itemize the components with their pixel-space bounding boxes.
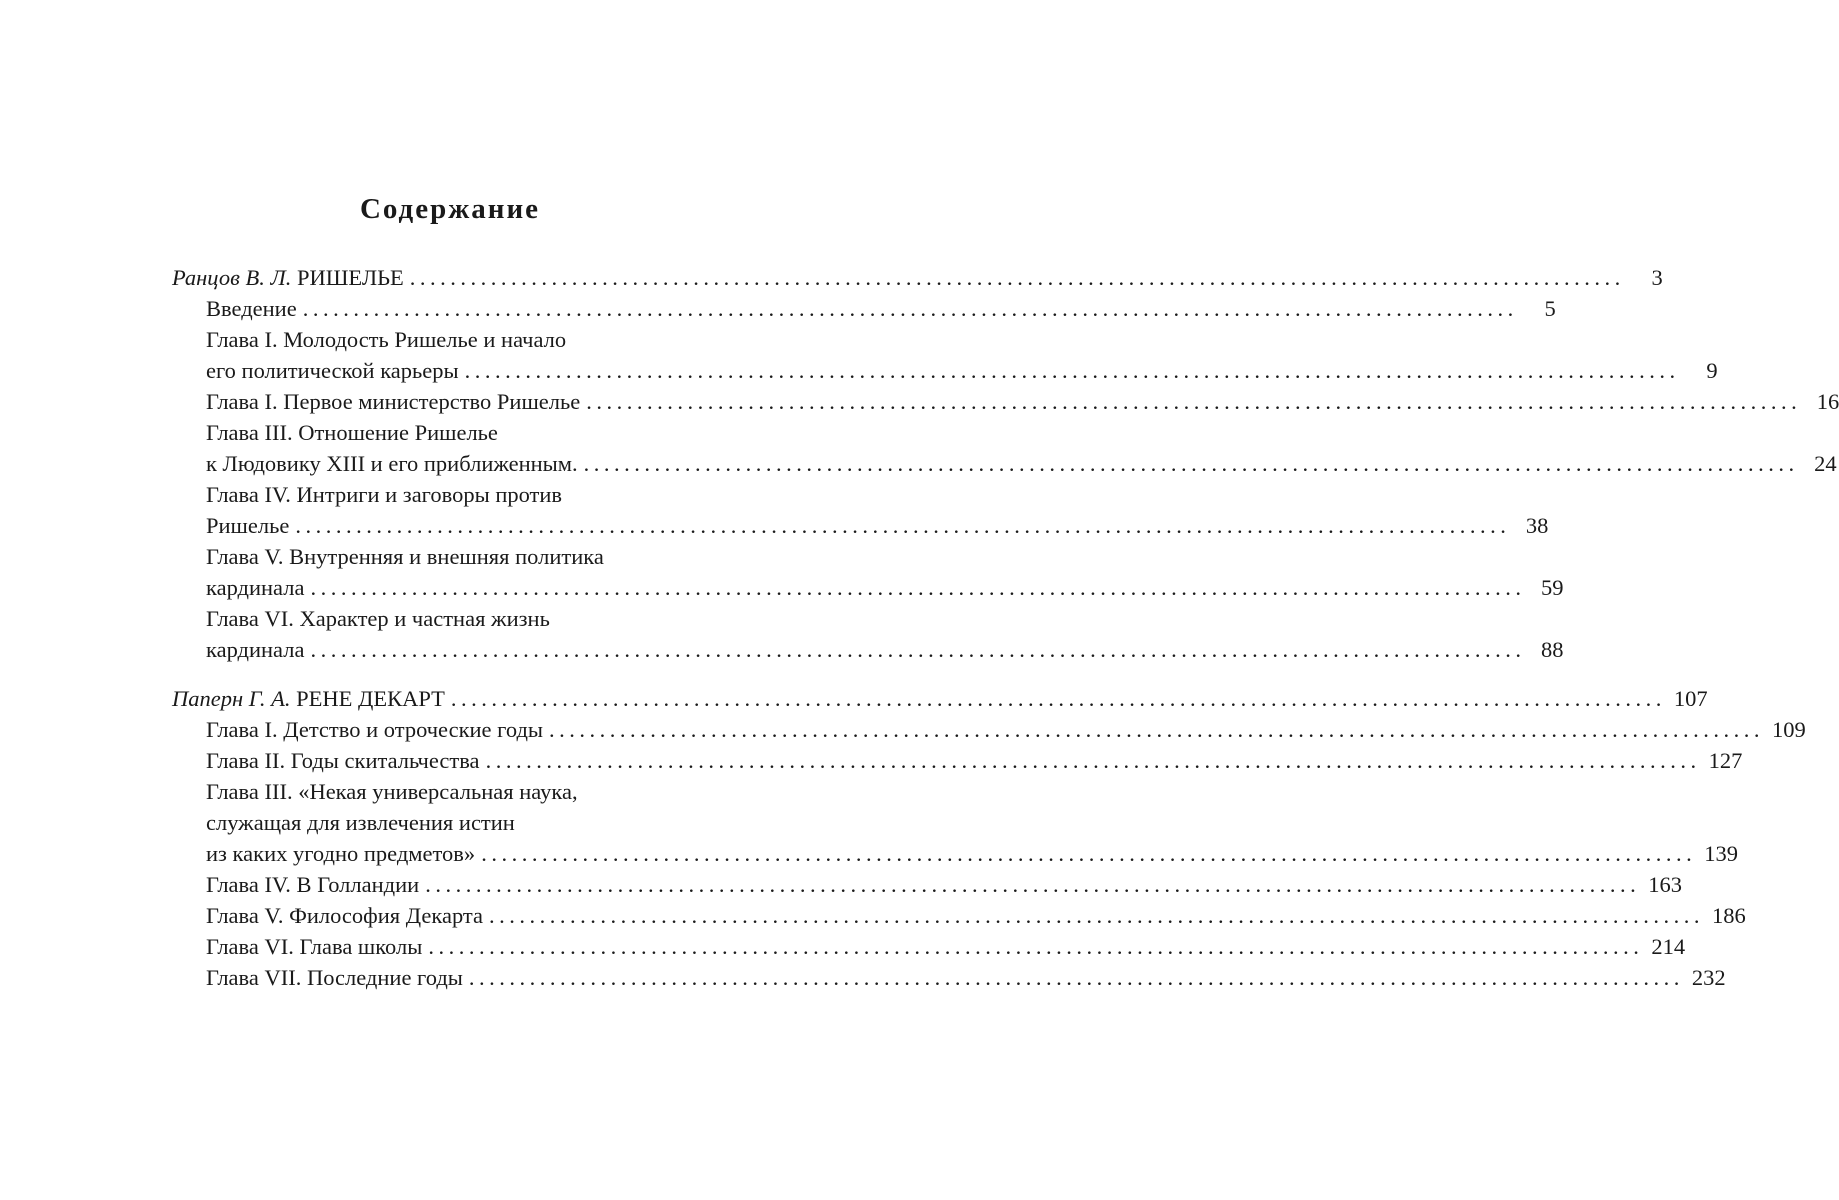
chapter-title: Глава I. Первое министерство Ришелье: [206, 389, 581, 414]
toc-entry-text: [206, 448, 584, 479]
toc-entry-text: [206, 293, 303, 324]
chapter-title: Глава V. Внутренняя и внешняя политика: [206, 544, 604, 569]
dot-leader: ........................................................................................................................: [481, 841, 1697, 866]
author-name: Ранцов В. Л.: [172, 265, 292, 290]
toc-entry: [172, 900, 1746, 931]
chapter-title: к Людовику XIII и его приближенным.: [206, 451, 578, 476]
toc-entry: [172, 355, 1718, 386]
chapter-title: кардинала: [206, 575, 305, 600]
toc-entry-text: [172, 683, 451, 714]
toc-entry-text: [206, 714, 549, 745]
author-name: Паперн Г. А.: [172, 686, 291, 711]
toc-entry-text: [206, 900, 489, 931]
work-title: РЕНЕ ДЕКАРТ: [296, 686, 445, 711]
toc-entry-continuation: [172, 417, 716, 448]
dot-leader: ........................................................................................................................: [464, 358, 1680, 383]
toc-entry: [172, 510, 1549, 541]
chapter-title: Глава I. Молодость Ришелье и начало: [206, 327, 567, 352]
page-number: 3: [1651, 265, 1663, 290]
toc-entry-text: [206, 931, 428, 962]
toc-entry: [172, 714, 1806, 745]
section-spacer: [172, 665, 716, 683]
toc-entry-continuation: [172, 324, 716, 355]
dot-leader: ........................................................................................................................: [302, 296, 1518, 321]
page-title: Содержание: [359, 193, 541, 225]
toc-entry: [172, 931, 1686, 962]
chapter-title: служащая для извлечения истин: [206, 810, 515, 835]
dot-leader: ........................................................................................................................: [310, 637, 1526, 662]
dot-leader: ........................................................................................................................: [549, 717, 1765, 742]
chapter-title: Глава VI. Характер и частная жизнь: [206, 606, 550, 631]
toc-entry: [172, 386, 1839, 417]
chapter-title: Введение: [206, 296, 297, 321]
page-number: 59: [1540, 575, 1564, 600]
page-number: 16: [1816, 389, 1839, 414]
page-number: 214: [1651, 934, 1686, 959]
chapter-title: Глава I. Детство и отроческие годы: [206, 717, 544, 742]
page-number: 186: [1712, 903, 1746, 928]
page-number: 232: [1691, 965, 1726, 990]
chapter-title: Глава III. Отношение Ришелье: [206, 420, 498, 445]
toc-entry-continuation: [172, 776, 716, 807]
chapter-title: Глава VI. Глава школы: [206, 934, 423, 959]
chapter-title: Глава III. «Некая универсальная наука,: [206, 779, 578, 804]
dot-leader: ........................................................................................................................: [583, 451, 1799, 476]
page-number: 163: [1648, 872, 1682, 897]
chapter-title: Глава IV. Интриги и заговоры против: [206, 482, 563, 507]
page-number: 139: [1704, 841, 1738, 866]
toc-entry: [172, 448, 1837, 479]
page-number: 24: [1814, 451, 1837, 476]
section-heading: [172, 683, 1708, 714]
toc-entry-text: [206, 745, 486, 776]
toc-entry-continuation: [172, 807, 716, 838]
dot-leader: ........................................................................................................................: [409, 265, 1625, 290]
section-heading: [172, 262, 1663, 293]
page-number: 38: [1525, 513, 1549, 538]
toc-entry-continuation: [172, 479, 716, 510]
toc-entry-text: [206, 634, 310, 665]
dot-leader: ........................................................................................................................: [468, 965, 1684, 990]
toc-entry: [172, 745, 1743, 776]
dot-leader: ........................................................................................................................: [450, 686, 1666, 711]
toc-entry: [172, 293, 1556, 324]
toc-entry: [172, 962, 1726, 993]
toc-entry: [172, 838, 1738, 869]
toc-entry-text: [172, 262, 410, 293]
toc-entry-text: [206, 572, 310, 603]
chapter-title: Глава IV. В Голландии: [206, 872, 420, 897]
chapter-title: Глава II. Годы скитальчества: [206, 748, 480, 773]
page-number: 5: [1544, 296, 1556, 321]
toc-entry-continuation: [172, 603, 716, 634]
page-number: 88: [1540, 637, 1564, 662]
page-number: 107: [1673, 686, 1708, 711]
toc-entry-text: [206, 355, 465, 386]
toc-entry: [172, 634, 1564, 665]
toc-entry-continuation: [172, 541, 716, 572]
work-title: РИШЕЛЬЕ: [296, 265, 404, 290]
toc-entry-text: [206, 386, 586, 417]
toc-entry: [172, 572, 1564, 603]
table-of-contents: [172, 262, 1839, 993]
chapter-title: Глава V. Философия Декарта: [206, 903, 483, 928]
dot-leader: ........................................................................................................................: [425, 872, 1641, 897]
chapter-title: из каких угодно предметов»: [206, 841, 476, 866]
toc-entry-text: [206, 962, 469, 993]
page-number: 9: [1706, 358, 1718, 383]
chapter-title: Глава VII. Последние годы: [206, 965, 463, 990]
dot-leader: ........................................................................................................................: [310, 575, 1526, 600]
chapter-title: его политической карьеры: [206, 358, 459, 383]
page-number: 127: [1708, 748, 1743, 773]
chapter-title: Ришелье: [206, 513, 290, 538]
dot-leader: ........................................................................................................................: [489, 903, 1704, 928]
chapter-title: кардинала: [206, 637, 305, 662]
toc-entry-text: [206, 869, 425, 900]
toc-entry-text: [206, 510, 295, 541]
toc-entry: [172, 869, 1682, 900]
dot-leader: ........................................................................................................................: [586, 389, 1802, 414]
dot-leader: ........................................................................................................................: [428, 934, 1644, 959]
dot-leader: ........................................................................................................................: [485, 748, 1701, 773]
dot-leader: ........................................................................................................................: [295, 513, 1511, 538]
page-number: 109: [1772, 717, 1806, 742]
toc-entry-text: [206, 838, 481, 869]
